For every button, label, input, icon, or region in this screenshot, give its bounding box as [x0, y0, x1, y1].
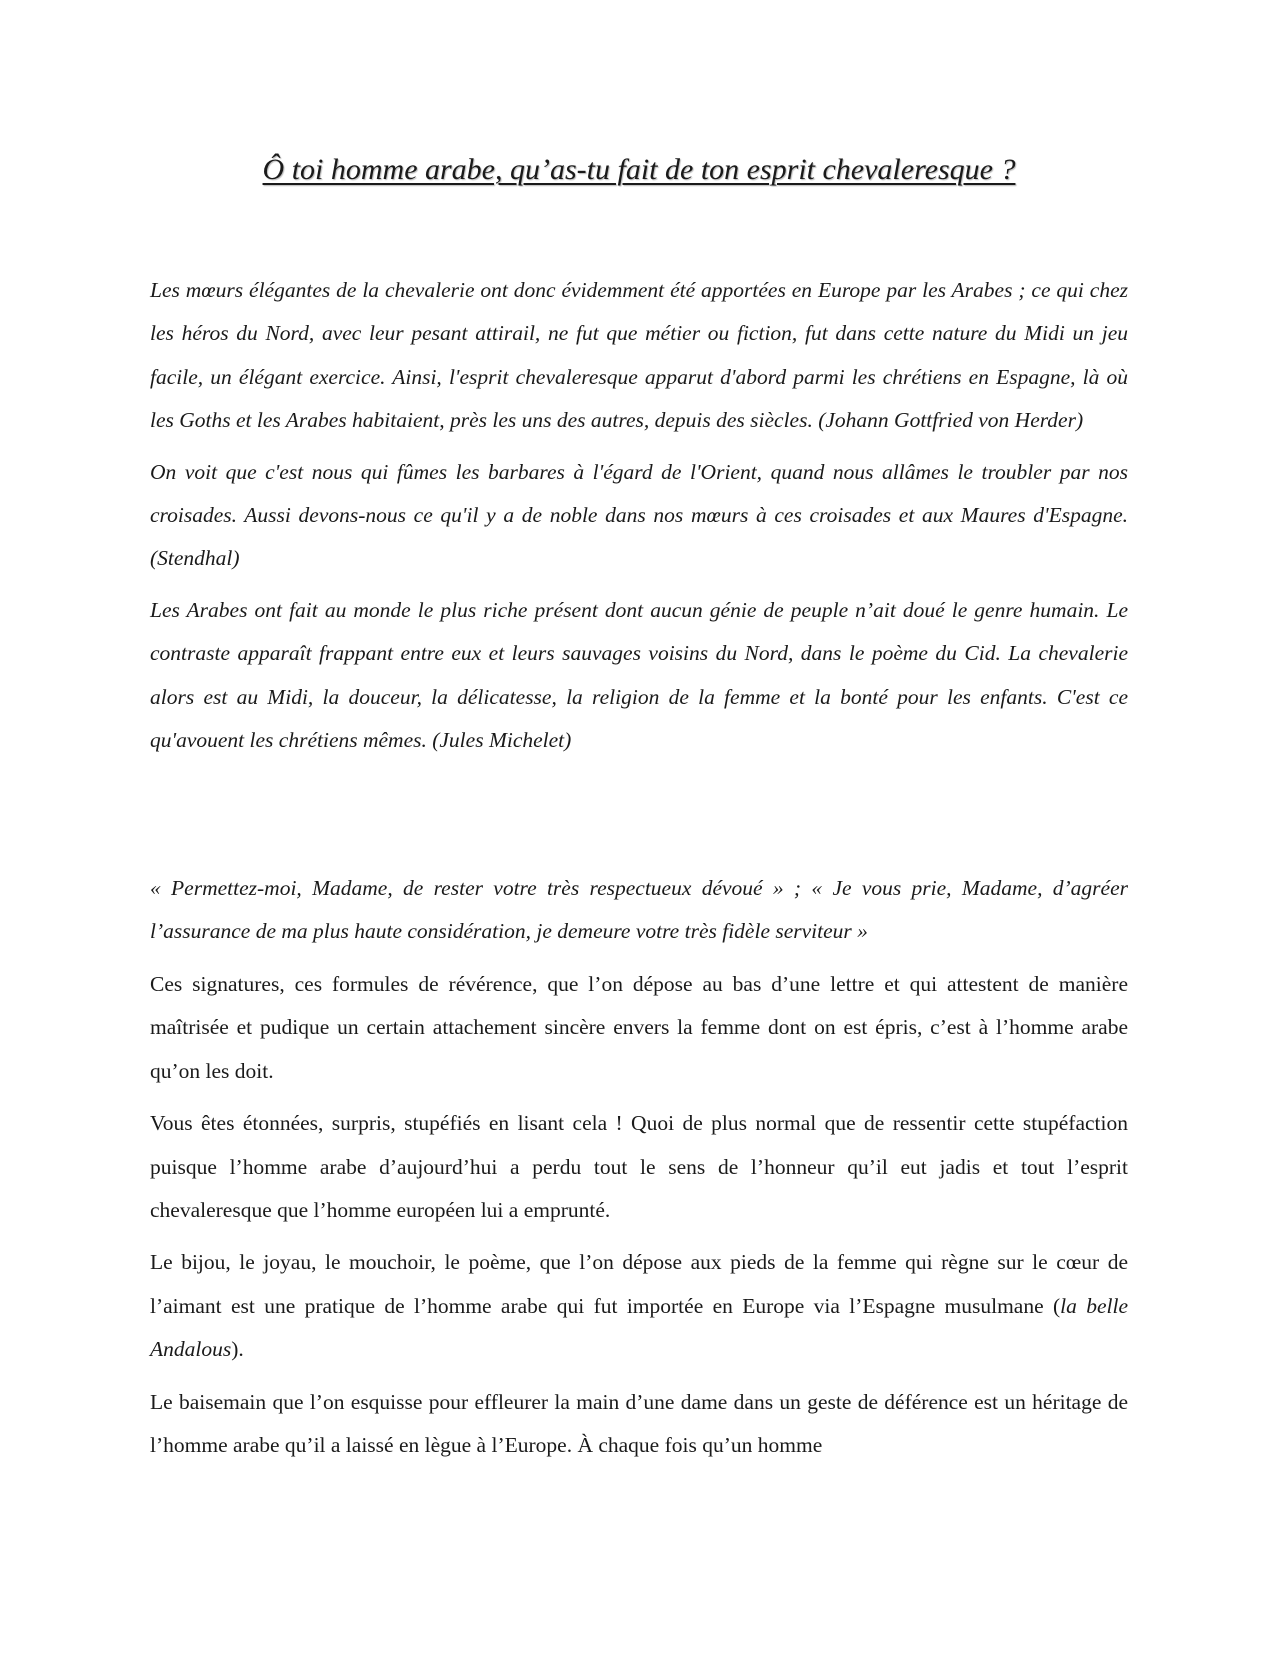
letter-formula-section — [150, 867, 1128, 954]
paragraph-andalous — [150, 1241, 1128, 1371]
letter-formula: « Permettez-moi, Madame, de rester votre très respectueux dévoué » ; « Je vous prie, Madame, d’agréer l’assurance de ma plus haute considération, je demeure votre très fidèle serviteur » — [150, 876, 1128, 944]
body-section — [150, 963, 1128, 1476]
quote-michelet: Les Arabes ont fait au monde le plus riche présent dont aucun génie de peuple n’ait doué le genre humain. Le contraste apparaît frappant entre eux et leurs sauvages voisins du Nord, dans le poème du Cid. La chevalerie alors est au Midi, la douceur, la délicatesse, la religion de la femme et la bonté pour les enfants. C'est ce qu'avouent les chrétiens mêmes. (Jules Michelet) — [150, 597, 1128, 753]
paragraph-andalous-end: ). — [231, 1337, 244, 1362]
paragraph-signatures: Ces signatures, ces formules de révérence, que l’on dépose au bas d’une lettre et qui attestent de manière maîtrisée et pudique un certain attachement sincère envers la femme dont on est épris, c’est à l’homme arabe qu’on les doit. — [150, 972, 1128, 1083]
spacer — [150, 581, 1128, 589]
quote-herder: Les mœurs élégantes de la chevalerie ont donc évidemment été apportées en Europe par les Arabes ; ce qui chez les héros du Nord, avec leur pesant attirail, ne fut que métier ou fiction, fut dans cette nature du Midi un jeu facile, un élégant exercice. Ainsi, l'esprit chevaleresque apparut d'abord parmi les chrétiens en Espagne, là où les Goths et les Arabes habitaient, près les uns des autres, depuis des siècles. (Johann Gottfried von Herder) — [150, 278, 1128, 433]
spacer — [150, 443, 1128, 451]
paragraph-stupefaction: Vous êtes étonnées, surpris, stupéfiés en lisant cela ! Quoi de plus normal que de ressentir cette stupéfaction puisque l’homme arabe d’aujourd’hui a perdu tout le sens de l’honneur qu’il eut jadis et tout l’esprit chevaleresque que l’homme européen lui a emprunté. — [150, 1111, 1128, 1223]
paragraph-andalous-text: Le bijou, le joyau, le mouchoir, le poème, que l’on dépose aux pieds de la femme qui règne sur le cœur de l’aimant est une pratique de l’homme arabe qui fut importée en Europe via l’Espagne musulmane ( — [150, 1250, 1128, 1318]
paragraph-baisemain: Le baisemain que l’on esquisse pour effleurer la main d’une dame dans un geste de déférence est un héritage de l’homme arabe qu’il a laissé en lègue à l’Europe. À chaque fois qu’un homme — [150, 1389, 1128, 1458]
document-title: Ô toi homme arabe, qu’as-tu fait de ton esprit chevaleresque ? — [262, 153, 1016, 186]
quotes-section — [150, 269, 1128, 762]
andalous-emphasis: la belle Andalous — [150, 1293, 1128, 1362]
quote-stendhal: On voit que c'est nous qui fûmes les barbares à l'égard de l'Orient, quand nous allâmes le troubler par nos croisades. Aussi devons-nous ce qu'il y a de noble dans nos mœurs à ces croisades et aux Maures d'Espagne. (Stendhal) — [150, 459, 1128, 571]
